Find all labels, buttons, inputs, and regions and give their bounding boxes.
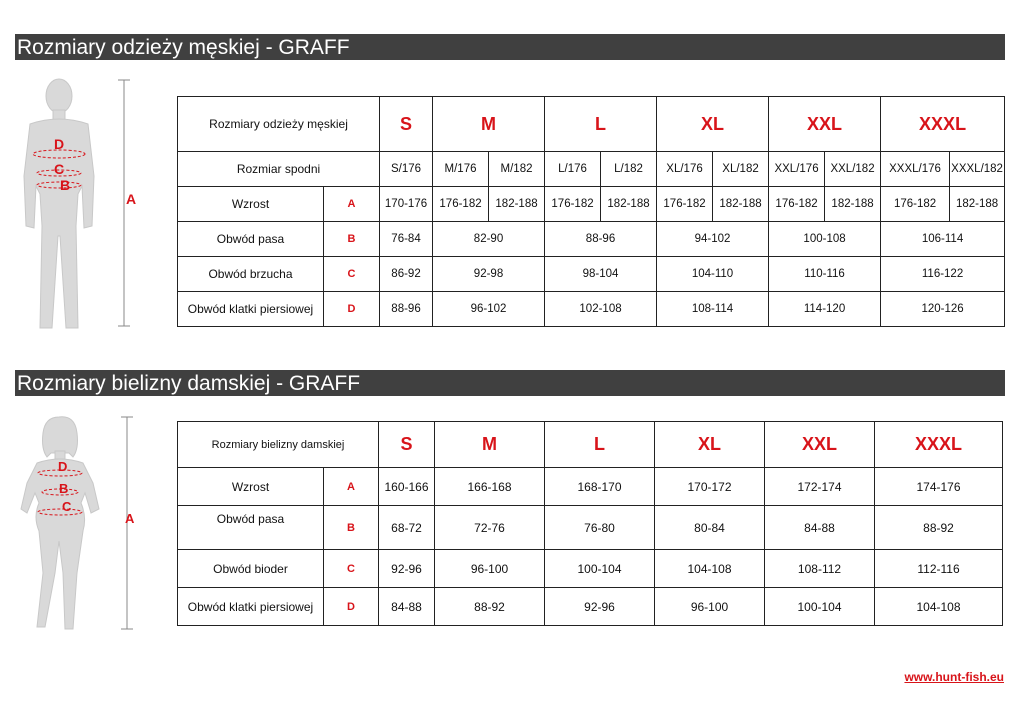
trouser-size-cell: XL/176 [657,152,713,187]
women-waist-row [178,506,1003,550]
row-label: Wzrost [178,187,324,222]
men-height-row [178,187,1005,222]
women-size-header-row [178,422,1003,468]
men-size-xxl: XXL [769,97,881,152]
size-cell: 84-88 [379,588,435,626]
size-cell: 82-90 [433,222,545,257]
size-cell: 170-172 [655,468,765,506]
size-cell: 98-104 [545,257,657,292]
size-cell: 100-108 [769,222,881,257]
figure-label-b: B [59,481,69,496]
size-cell: 104-108 [875,588,1003,626]
trouser-size-cell: S/176 [380,152,433,187]
row-label: Obwód brzucha [178,257,324,292]
row-label: Rozmiar spodni [178,152,380,187]
section-title-women: Rozmiary bielizny damskiej - GRAFF [15,370,1005,396]
row-letter: B [324,506,379,550]
size-cell: 80-84 [655,506,765,550]
row-label: Wzrost [178,468,324,506]
figure-label-c: C [54,161,65,177]
height-cell: 176-182 [433,187,489,222]
size-cell: 72-76 [435,506,545,550]
height-cell: 170-176 [380,187,433,222]
trouser-size-cell: M/176 [433,152,489,187]
row-letter: C [324,257,380,292]
size-cell: 168-170 [545,468,655,506]
row-label: Obwód klatki piersiowej [178,588,324,626]
trouser-size-cell: XL/182 [713,152,769,187]
men-size-xxxl: XXXL [881,97,1005,152]
trouser-size-cell: XXL/176 [769,152,825,187]
trouser-size-cell: XXXL/176 [881,152,950,187]
section-title-men: Rozmiary odzieży męskiej - GRAFF [15,34,1005,60]
size-cell: 94-102 [657,222,769,257]
size-cell: 120-126 [881,292,1005,327]
figure-label-d: D [54,136,65,152]
men-belly-row [178,257,1005,292]
women-size-xl: XL [655,422,765,468]
trouser-size-cell: M/182 [489,152,545,187]
female-body-figure [15,413,145,633]
size-cell: 104-110 [657,257,769,292]
women-table-title: Rozmiary bielizny damskiej [178,422,379,468]
size-cell: 96-100 [435,550,545,588]
size-cell: 88-92 [875,506,1003,550]
figure-label-a: A [126,191,137,207]
height-cell: 182-188 [950,187,1005,222]
size-cell: 88-92 [435,588,545,626]
size-cell: 104-108 [655,550,765,588]
trouser-size-cell: L/176 [545,152,601,187]
height-cell: 182-188 [713,187,769,222]
men-trouser-size-row [178,152,1005,187]
height-cell: 182-188 [489,187,545,222]
size-cell: 106-114 [881,222,1005,257]
size-cell: 92-98 [433,257,545,292]
women-size-m: M [435,422,545,468]
women-hips-row [178,550,1003,588]
trouser-size-cell: XXL/182 [825,152,881,187]
size-cell: 100-104 [765,588,875,626]
size-cell: 96-102 [433,292,545,327]
row-letter: C [324,550,379,588]
row-letter: B [324,222,380,257]
men-table-title: Rozmiary odzieży męskiej [178,97,380,152]
row-letter: D [324,292,380,327]
website-link[interactable]: www.hunt-fish.eu [904,670,1004,684]
size-cell: 76-84 [380,222,433,257]
height-cell: 176-182 [769,187,825,222]
women-size-xxl: XXL [765,422,875,468]
size-cell: 110-116 [769,257,881,292]
size-cell: 114-120 [769,292,881,327]
row-label: Obwód pasa [178,222,324,257]
women-size-s: S [379,422,435,468]
row-letter: D [324,588,379,626]
size-cell: 96-100 [655,588,765,626]
size-cell: 68-72 [379,506,435,550]
size-cell: 112-116 [875,550,1003,588]
women-size-l: L [545,422,655,468]
size-cell: 166-168 [435,468,545,506]
size-cell: 108-112 [765,550,875,588]
trouser-size-cell: L/182 [601,152,657,187]
row-letter: A [324,187,380,222]
size-cell: 84-88 [765,506,875,550]
size-cell: 76-80 [545,506,655,550]
women-size-xxxl: XXXL [875,422,1003,468]
women-height-row [178,468,1003,506]
size-cell: 100-104 [545,550,655,588]
figure-label-a: A [125,511,135,526]
men-size-xl: XL [657,97,769,152]
men-size-table [177,96,1005,327]
size-cell: 86-92 [380,257,433,292]
size-cell: 116-122 [881,257,1005,292]
figure-label-d: D [58,459,68,474]
height-cell: 176-182 [545,187,601,222]
size-cell: 88-96 [380,292,433,327]
women-size-table [177,421,1003,626]
size-cell: 160-166 [379,468,435,506]
size-cell: 102-108 [545,292,657,327]
men-waist-row [178,222,1005,257]
size-cell: 108-114 [657,292,769,327]
size-cell: 92-96 [379,550,435,588]
men-size-header-row [178,97,1005,152]
row-label: Obwód klatki piersiowej [178,292,324,327]
row-letter: A [324,468,379,506]
size-cell: 92-96 [545,588,655,626]
row-label: Obwód pasa [178,506,324,550]
size-cell: 88-96 [545,222,657,257]
women-chest-row [178,588,1003,626]
men-size-m: M [433,97,545,152]
height-cell: 182-188 [601,187,657,222]
figure-label-c: C [62,499,72,514]
height-cell: 176-182 [881,187,950,222]
men-size-l: L [545,97,657,152]
trouser-size-cell: XXXL/182 [950,152,1005,187]
figure-label-b: B [60,177,71,193]
row-label: Obwód bioder [178,550,324,588]
size-cell: 172-174 [765,468,875,506]
male-body-figure [22,76,152,330]
men-size-s: S [380,97,433,152]
height-cell: 176-182 [657,187,713,222]
height-cell: 182-188 [825,187,881,222]
size-cell: 174-176 [875,468,1003,506]
men-chest-row [178,292,1005,327]
